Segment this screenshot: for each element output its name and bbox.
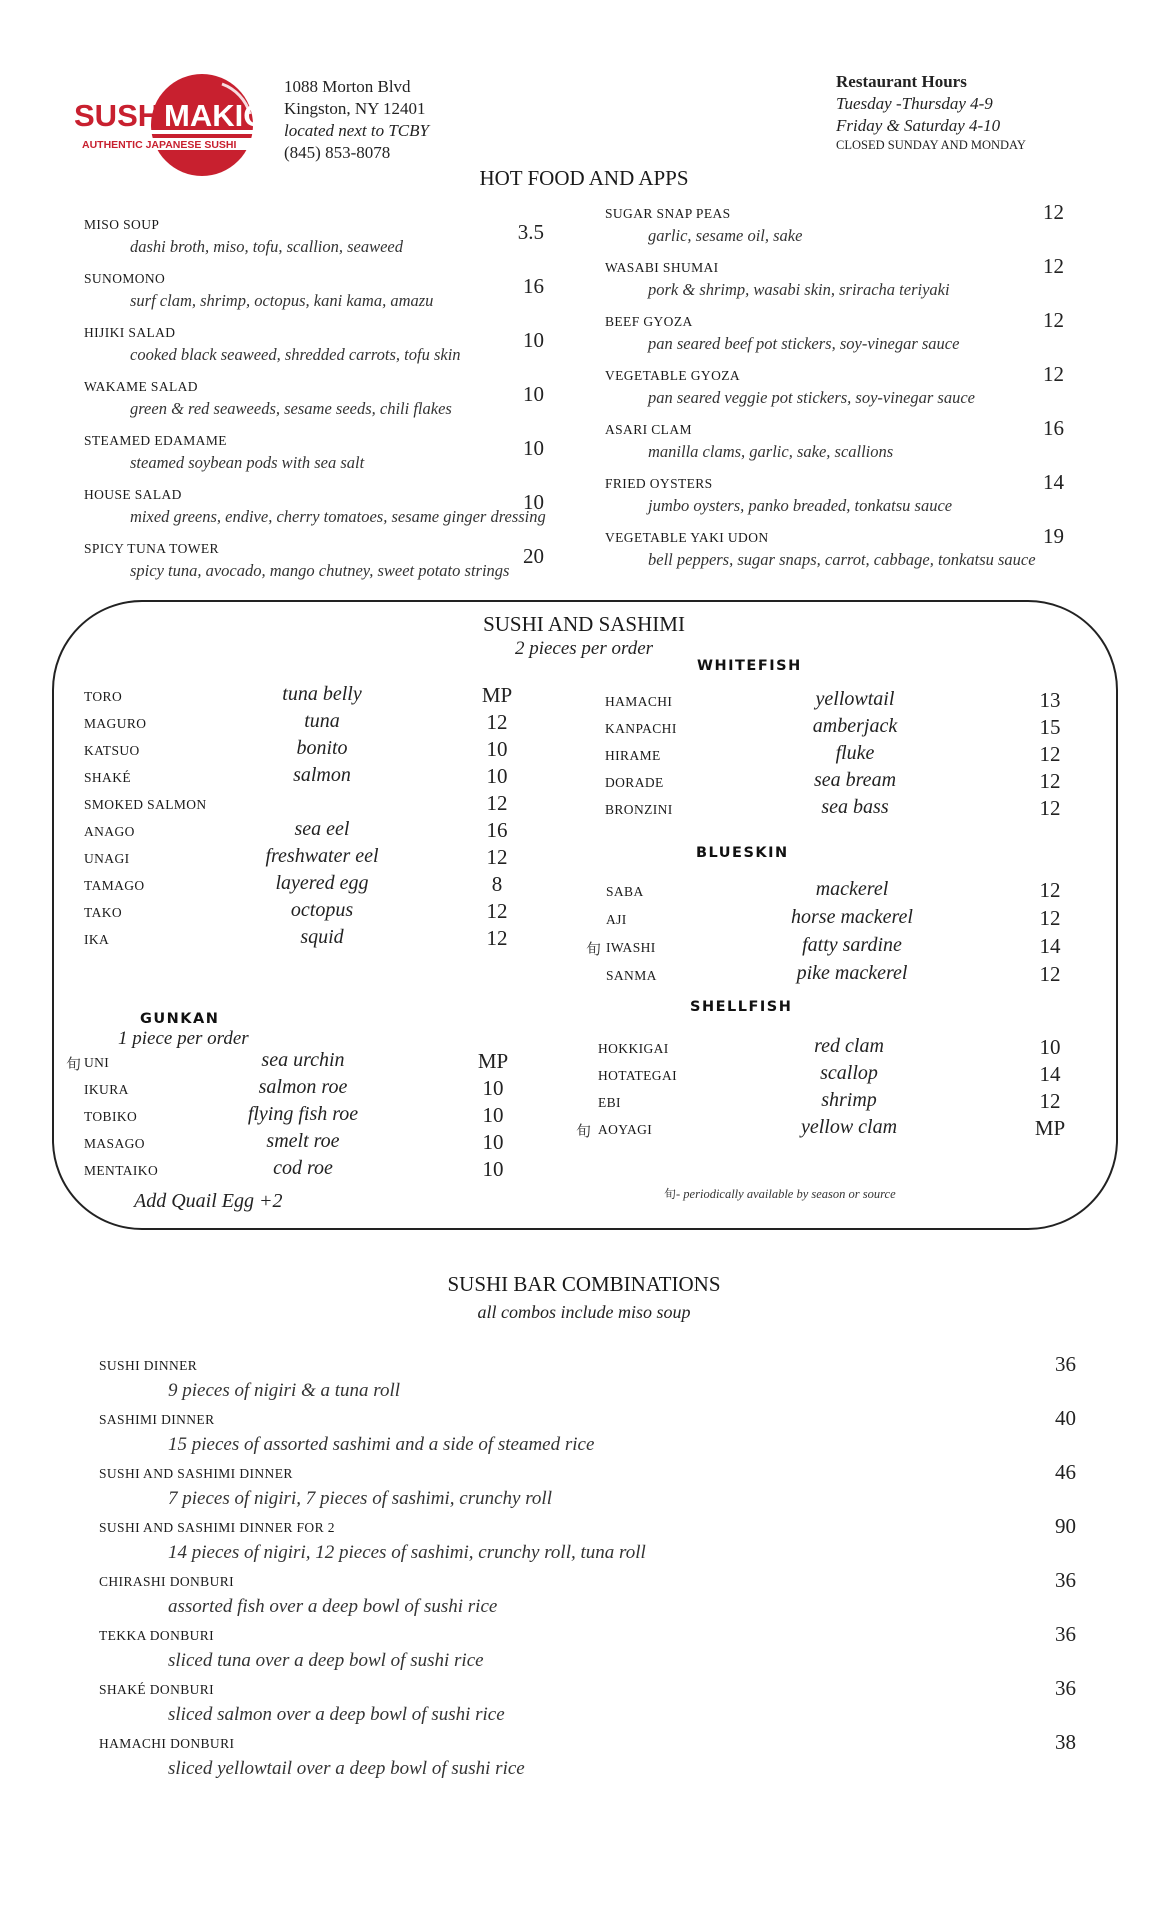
menu-item-description: jumbo oysters, panko breaded, tonkatsu sauce	[648, 496, 953, 515]
fish-translation: salmon roe	[258, 1076, 348, 1098]
combo-price: 36	[1055, 1352, 1076, 1376]
fish-translation: yellow clam	[800, 1116, 898, 1138]
fish-translation: salmon	[293, 764, 351, 786]
menu-item-description: dashi broth, miso, tofu, scallion, seaweed	[130, 237, 404, 256]
fish-price: 12	[1039, 1089, 1061, 1113]
fish-price: 12	[486, 710, 508, 734]
fish-translation: fluke	[835, 742, 875, 764]
combo-name: SASHIMI DINNER	[99, 1412, 215, 1427]
menu-item-price: 12	[1043, 254, 1064, 278]
fish-translation: fatty sardine	[802, 934, 902, 956]
menu-item-description: cooked black seaweed, shredded carrots, tofu skin	[130, 345, 461, 364]
menu-item-name: ASARI CLAM	[605, 422, 692, 437]
fish-name: AOYAGI	[598, 1122, 653, 1137]
combo-name: HAMACHI DONBURI	[99, 1736, 235, 1751]
combo-price: 36	[1055, 1568, 1076, 1592]
fish-name: HOTATEGAI	[598, 1068, 678, 1083]
fish-name: KANPACHI	[605, 721, 677, 736]
combo-description: sliced yellowtail over a deep bowl of sushi rice	[168, 1758, 525, 1779]
season-mark-icon: 旬	[576, 1122, 592, 1140]
fish-price: 12	[1039, 878, 1061, 902]
fish-name: SMOKED SALMON	[84, 797, 207, 812]
hours-title: Restaurant Hours	[836, 72, 967, 91]
combo-price: 46	[1055, 1460, 1076, 1484]
fish-price: MP	[481, 683, 513, 707]
menu-item-name: VEGETABLE GYOZA	[605, 368, 741, 383]
fish-name: TORO	[84, 689, 123, 704]
fish-name: UNI	[84, 1055, 110, 1070]
menu-item-price: 20	[523, 544, 544, 568]
sushi-sashimi-title: SUSHI AND SASHIMI	[483, 612, 685, 636]
shellfish-title: SHELLFISH	[690, 999, 793, 1015]
menu-item-description: manilla clams, garlic, sake, scallions	[648, 442, 894, 461]
combo-price: 36	[1055, 1622, 1076, 1646]
fish-name: SANMA	[606, 968, 657, 983]
fish-translation: layered egg	[275, 872, 369, 894]
fish-translation: cod roe	[273, 1157, 333, 1179]
hours-weekend: Friday & Saturday 4-10	[836, 116, 1001, 135]
fish-name: UNAGI	[84, 851, 130, 866]
fish-name: EBI	[598, 1095, 621, 1110]
combo-name: SUSHI AND SASHIMI DINNER	[99, 1466, 293, 1481]
phone-number[interactable]: (845) 853-8078	[284, 143, 391, 162]
logo-word-makio: MAKIO	[164, 98, 268, 133]
menu-item-description: steamed soybean pods with sea salt	[130, 453, 365, 472]
menu-item-name: MISO SOUP	[84, 217, 160, 232]
fish-translation: sea bream	[813, 769, 897, 791]
combo-name: SUSHI AND SASHIMI DINNER FOR 2	[99, 1520, 335, 1535]
menu-item-name: SUNOMONO	[84, 271, 166, 286]
fish-price: 10	[482, 1076, 504, 1100]
fish-price: 12	[1039, 742, 1061, 766]
combo-description: sliced salmon over a deep bowl of sushi rice	[168, 1704, 505, 1725]
fish-price: 14	[1039, 1062, 1061, 1086]
season-mark-icon: 旬	[664, 1187, 677, 1201]
menu-item-description: green & red seaweeds, sesame seeds, chili flakes	[130, 399, 452, 418]
fish-translation: sea eel	[294, 818, 350, 840]
fish-translation: octopus	[290, 899, 354, 921]
menu-item-name: BEEF GYOZA	[605, 314, 693, 329]
combo-name: CHIRASHI DONBURI	[99, 1574, 235, 1589]
quail-egg-addon: Add Quail Egg +2	[134, 1190, 283, 1212]
menu-item-price: 16	[1043, 416, 1064, 440]
hours-weekday: Tuesday -Thursday 4-9	[836, 94, 993, 113]
combo-description: sliced tuna over a deep bowl of sushi rice	[168, 1650, 484, 1671]
contact-block	[284, 76, 429, 164]
season-footnote-text: - periodically available by season or source	[676, 1187, 896, 1201]
fish-translation: horse mackerel	[791, 906, 913, 928]
menu-item-price: 12	[1043, 200, 1064, 224]
fish-name: BRONZINI	[605, 802, 673, 817]
fish-translation: freshwater eel	[265, 845, 379, 867]
fish-translation: sea urchin	[261, 1049, 345, 1071]
menu-item-price: 12	[1043, 362, 1064, 386]
sushi-sashimi-subtitle: 2 pieces per order	[514, 638, 654, 659]
fish-translation: sea bass	[821, 796, 889, 818]
menu-item-name: HIJIKI SALAD	[84, 325, 176, 340]
fish-name: TAKO	[84, 905, 123, 920]
menu-item-name: SUGAR SNAP PEAS	[605, 206, 731, 221]
fish-price: 12	[1039, 906, 1061, 930]
fish-price: 12	[486, 845, 508, 869]
logo-word-sushi: SUSHI	[74, 98, 169, 133]
fish-name: HOKKIGAI	[598, 1041, 669, 1056]
fish-price: 10	[1039, 1035, 1061, 1059]
fish-name: ANAGO	[84, 824, 135, 839]
combo-price: 38	[1055, 1730, 1076, 1754]
fish-price: 12	[486, 791, 508, 815]
address-line-2: Kingston, NY 12401	[284, 99, 426, 118]
gunkan-subtitle: 1 piece per order	[118, 1028, 249, 1049]
fish-price: 10	[486, 764, 508, 788]
fish-name: TAMAGO	[84, 878, 145, 893]
fish-translation: tuna	[304, 710, 340, 732]
location-note: located next to TCBY	[284, 121, 429, 140]
combo-price: 36	[1055, 1676, 1076, 1700]
fish-name: DORADE	[605, 775, 664, 790]
fish-price: 13	[1039, 688, 1061, 712]
fish-name: SHAKÉ	[84, 770, 132, 785]
fish-translation: amberjack	[812, 715, 898, 737]
menu-item-description: bell peppers, sugar snaps, carrot, cabbage, tonkatsu sauce	[648, 550, 1036, 569]
menu-item-price: 12	[1043, 308, 1064, 332]
fish-name: AJI	[606, 912, 627, 927]
fish-translation: squid	[300, 926, 344, 948]
menu-item-name: VEGETABLE YAKI UDON	[605, 530, 769, 545]
fish-price: 10	[482, 1130, 504, 1154]
fish-name: IKA	[84, 932, 110, 947]
menu-item-price: 10	[523, 382, 544, 406]
menu-item-description: pork & shrimp, wasabi skin, sriracha teriyaki	[648, 280, 950, 299]
menu-item-name: WASABI SHUMAI	[605, 260, 719, 275]
fish-translation: bonito	[296, 737, 348, 759]
fish-translation: scallop	[820, 1062, 878, 1084]
fish-translation: pike mackerel	[796, 962, 908, 984]
fish-price: 12	[1039, 962, 1061, 986]
fish-price: MP	[1034, 1116, 1066, 1140]
hot-food-title: HOT FOOD AND APPS	[479, 166, 689, 190]
menu-item-price: 3.5	[517, 220, 544, 244]
fish-translation: smelt roe	[266, 1130, 340, 1152]
season-mark-icon: 旬	[66, 1055, 82, 1073]
combo-name: SHAKÉ DONBURI	[99, 1682, 215, 1697]
whitefish-title: WHITEFISH	[697, 658, 802, 674]
fish-price: 10	[486, 737, 508, 761]
combo-name: TEKKA DONBURI	[99, 1628, 215, 1643]
fish-name: HIRAME	[605, 748, 661, 763]
menu-item-name: STEAMED EDAMAME	[84, 433, 227, 448]
fish-name: HAMACHI	[605, 694, 673, 709]
fish-price: 12	[486, 899, 508, 923]
fish-price: 15	[1039, 715, 1061, 739]
combo-price: 90	[1055, 1514, 1076, 1538]
fish-price: 12	[1039, 769, 1061, 793]
logo-tagline: AUTHENTIC JAPANESE SUSHI	[82, 139, 237, 151]
fish-name: MASAGO	[84, 1136, 145, 1151]
menu-item-description: pan seared veggie pot stickers, soy-vinegar sauce	[648, 388, 976, 407]
menu-item-description: spicy tuna, avocado, mango chutney, sweet potato strings	[130, 561, 510, 580]
combos-title: SUSHI BAR COMBINATIONS	[447, 1272, 721, 1296]
blueskin-title: BLUESKIN	[696, 845, 789, 861]
fish-price: 8	[491, 872, 503, 896]
menu-item-name: WAKAME SALAD	[84, 379, 198, 394]
address-line-1: 1088 Morton Blvd	[284, 77, 411, 96]
combo-description: 9 pieces of nigiri & a tuna roll	[168, 1380, 401, 1401]
fish-translation: flying fish roe	[247, 1103, 359, 1125]
fish-price: 12	[1039, 796, 1061, 820]
fish-name: MAGURO	[84, 716, 147, 731]
menu-item-price: 16	[523, 274, 544, 298]
menu-item-name: SPICY TUNA TOWER	[84, 541, 219, 556]
fish-price: 10	[482, 1157, 504, 1181]
combo-description: 7 pieces of nigiri, 7 pieces of sashimi, crunchy roll	[168, 1488, 552, 1509]
fish-translation: red clam	[814, 1035, 884, 1057]
menu-item-description: mixed greens, endive, cherry tomatoes, sesame ginger dressing	[130, 507, 546, 526]
combo-description: assorted fish over a deep bowl of sushi rice	[168, 1596, 498, 1617]
menu-item-description: surf clam, shrimp, octopus, kani kama, amazu	[130, 291, 434, 310]
menu-item-price: 14	[1043, 470, 1064, 494]
fish-price: MP	[477, 1049, 509, 1073]
sushi-makio-logo	[72, 74, 272, 176]
fish-price: 14	[1039, 934, 1061, 958]
fish-translation: mackerel	[815, 878, 889, 900]
combo-description: 14 pieces of nigiri, 12 pieces of sashimi, crunchy roll, tuna roll	[168, 1542, 646, 1563]
fish-name: IWASHI	[606, 940, 656, 955]
combo-description: 15 pieces of assorted sashimi and a side of steamed rice	[168, 1434, 595, 1455]
menu-item-price: 19	[1043, 524, 1064, 548]
hours-closed: CLOSED SUNDAY AND MONDAY	[836, 138, 1026, 152]
fish-price: 12	[486, 926, 508, 950]
season-footnote	[664, 1185, 896, 1202]
fish-name: TOBIKO	[84, 1109, 138, 1124]
menu-item-name: HOUSE SALAD	[84, 487, 182, 502]
hours-block	[836, 71, 1026, 153]
fish-price: 16	[486, 818, 508, 842]
fish-price: 10	[482, 1103, 504, 1127]
gunkan-title: GUNKAN	[140, 1011, 220, 1027]
fish-name: IKURA	[84, 1082, 129, 1097]
fish-translation: yellowtail	[815, 688, 895, 710]
season-mark-icon: 旬	[586, 940, 602, 958]
menu-item-description: pan seared beef pot stickers, soy-vinegar sauce	[648, 334, 960, 353]
combos-subtitle: all combos include miso soup	[477, 1302, 691, 1322]
combo-price: 40	[1055, 1406, 1076, 1430]
fish-translation: shrimp	[821, 1089, 877, 1111]
fish-translation: tuna belly	[282, 683, 362, 705]
fish-name: SABA	[606, 884, 644, 899]
menu-item-price: 10	[523, 436, 544, 460]
combo-name: SUSHI DINNER	[99, 1358, 198, 1373]
fish-name: KATSUO	[84, 743, 140, 758]
menu-item-price: 10	[523, 328, 544, 352]
menu-item-name: FRIED OYSTERS	[605, 476, 713, 491]
menu-item-price: 10	[523, 490, 544, 514]
menu-item-description: garlic, sesame oil, sake	[648, 226, 803, 245]
fish-name: MENTAIKO	[84, 1163, 159, 1178]
